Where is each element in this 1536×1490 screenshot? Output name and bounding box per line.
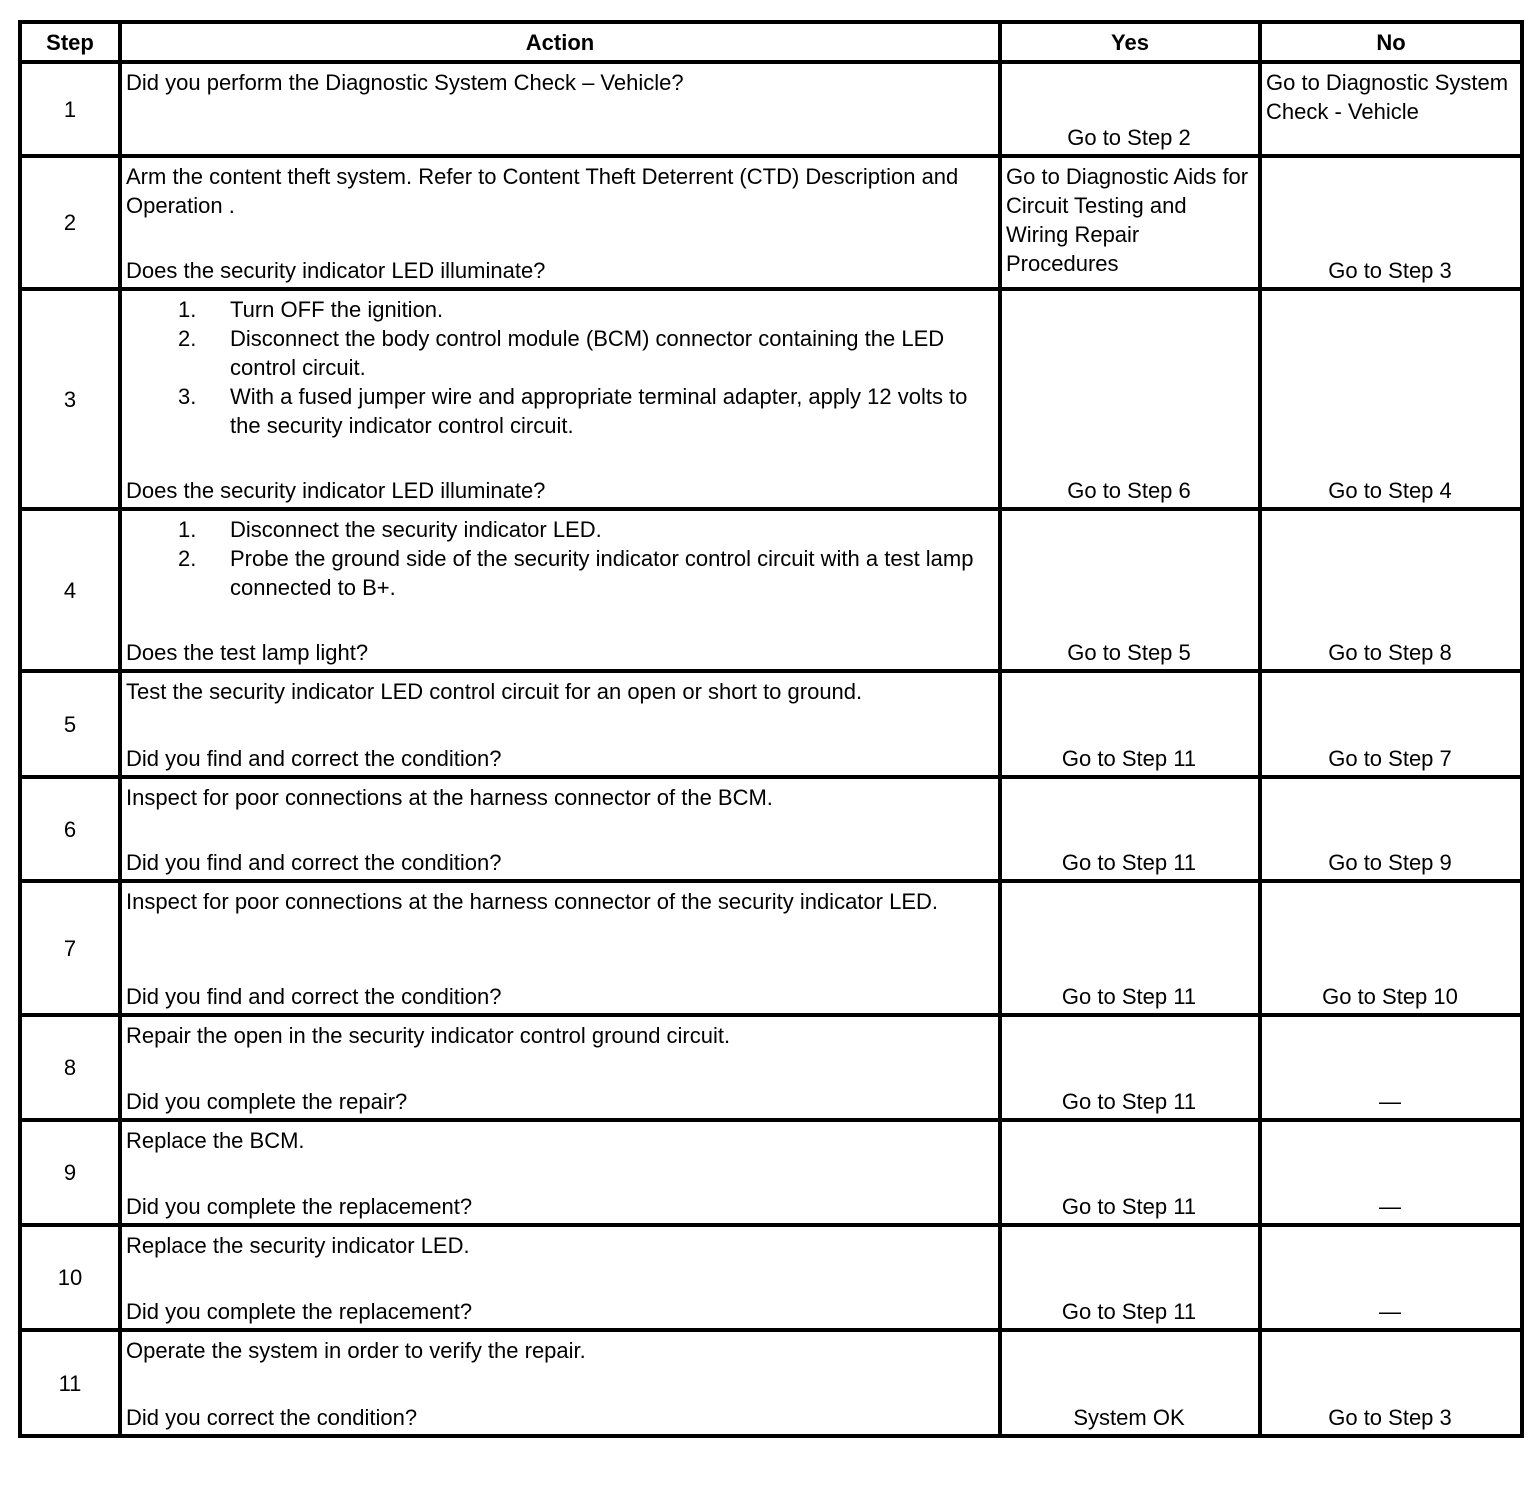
action-instructions bbox=[126, 295, 992, 440]
list-item bbox=[126, 544, 992, 602]
action-content bbox=[122, 1017, 998, 1118]
action-content bbox=[122, 1227, 998, 1328]
yes-result: Go to Diagnostic Aids for Circuit Testing and Wiring Repair Procedures bbox=[1006, 164, 1249, 276]
no-content bbox=[1262, 291, 1520, 507]
yes-cell bbox=[1000, 156, 1260, 289]
action-instructions bbox=[126, 783, 992, 812]
table-row bbox=[20, 777, 1522, 881]
no-content bbox=[1262, 1332, 1520, 1434]
step-number: 3 bbox=[20, 289, 120, 509]
action-content bbox=[122, 1332, 998, 1434]
no-cell bbox=[1260, 289, 1522, 509]
list-number: 2. bbox=[178, 546, 197, 571]
action-cell bbox=[120, 509, 1000, 671]
header-step: Step bbox=[20, 22, 120, 62]
yes-cell bbox=[1000, 1330, 1260, 1436]
no-content bbox=[1262, 511, 1520, 669]
table-row bbox=[20, 671, 1522, 777]
action-instructions bbox=[126, 68, 992, 97]
yes-cell bbox=[1000, 881, 1260, 1015]
yes-cell bbox=[1000, 1225, 1260, 1330]
action-content bbox=[122, 673, 998, 775]
no-cell bbox=[1260, 1225, 1522, 1330]
action-cell bbox=[120, 1015, 1000, 1120]
yes-result: Go to Step 11 bbox=[1061, 1089, 1197, 1114]
yes-cell bbox=[1000, 671, 1260, 777]
yes-result: Go to Step 2 bbox=[1067, 125, 1191, 150]
action-cell bbox=[120, 1225, 1000, 1330]
no-content bbox=[1262, 673, 1520, 775]
action-content bbox=[122, 511, 998, 669]
list-text: With a fused jumper wire and appropriate terminal adapter, apply 12 volts to the security indicator control circuit. bbox=[230, 384, 968, 438]
yes-content bbox=[1002, 1227, 1258, 1328]
action-question: Does the security indicator LED illuminate? bbox=[126, 258, 546, 283]
step-number: 10 bbox=[20, 1225, 120, 1330]
action-question: Did you complete the replacement? bbox=[126, 1194, 473, 1219]
no-result: Go to Step 7 bbox=[1328, 746, 1452, 771]
action-cell bbox=[120, 156, 1000, 289]
step-number: 5 bbox=[20, 671, 120, 777]
action-question: Did you correct the condition? bbox=[126, 1405, 418, 1430]
no-result: Go to Step 3 bbox=[1328, 1405, 1452, 1430]
yes-cell bbox=[1000, 1120, 1260, 1225]
no-result: — bbox=[1379, 1299, 1401, 1324]
list-text: Disconnect the body control module (BCM) connector containing the LED control circuit. bbox=[230, 326, 945, 380]
list-item bbox=[126, 295, 992, 324]
no-result: Go to Step 8 bbox=[1328, 640, 1452, 665]
action-content bbox=[122, 883, 998, 1013]
action-content bbox=[122, 64, 998, 154]
no-result: Go to Step 10 bbox=[1322, 984, 1458, 1009]
header-action: Action bbox=[120, 22, 1000, 62]
no-cell bbox=[1260, 156, 1522, 289]
action-content bbox=[122, 291, 998, 507]
yes-result: Go to Step 11 bbox=[1061, 1194, 1197, 1219]
action-question: Did you find and correct the condition? bbox=[126, 746, 502, 771]
no-cell bbox=[1260, 1015, 1522, 1120]
no-content bbox=[1262, 1122, 1520, 1223]
no-result: Go to Step 4 bbox=[1328, 478, 1452, 503]
action-question: Did you complete the replacement? bbox=[126, 1299, 473, 1324]
yes-content bbox=[1002, 1122, 1258, 1223]
table-row bbox=[20, 1225, 1522, 1330]
list-item bbox=[126, 324, 992, 382]
action-list bbox=[126, 295, 992, 440]
list-number: 1. bbox=[178, 297, 197, 322]
action-instructions bbox=[126, 887, 992, 916]
yes-result: Go to Step 11 bbox=[1061, 850, 1197, 875]
action-text: Replace the security indicator LED. bbox=[126, 1233, 470, 1258]
yes-content bbox=[1002, 64, 1258, 154]
action-text: Replace the BCM. bbox=[126, 1128, 305, 1153]
table-row bbox=[20, 156, 1522, 289]
list-item bbox=[126, 515, 992, 544]
table-row bbox=[20, 289, 1522, 509]
header-no: No bbox=[1260, 22, 1522, 62]
step-number: 1 bbox=[20, 62, 120, 156]
list-text: Probe the ground side of the security indicator control circuit with a test lamp connected to B+. bbox=[230, 546, 974, 600]
table-row bbox=[20, 1330, 1522, 1436]
yes-result: Go to Step 11 bbox=[1061, 984, 1197, 1009]
yes-content bbox=[1002, 158, 1258, 287]
action-text: Repair the open in the security indicator control ground circuit. bbox=[126, 1023, 731, 1048]
no-result: Go to Diagnostic System Check - Vehicle bbox=[1266, 70, 1509, 124]
action-cell bbox=[120, 1330, 1000, 1436]
yes-result: Go to Step 11 bbox=[1061, 1299, 1197, 1324]
no-content bbox=[1262, 1017, 1520, 1118]
action-question: Did you find and correct the condition? bbox=[126, 850, 502, 875]
no-result: — bbox=[1379, 1194, 1401, 1219]
step-number: 9 bbox=[20, 1120, 120, 1225]
yes-content bbox=[1002, 883, 1258, 1013]
diagnostic-table bbox=[18, 20, 1524, 1438]
list-number: 1. bbox=[178, 517, 197, 542]
yes-content bbox=[1002, 1017, 1258, 1118]
step-number: 2 bbox=[20, 156, 120, 289]
yes-result: Go to Step 5 bbox=[1067, 640, 1191, 665]
action-cell bbox=[120, 1120, 1000, 1225]
yes-result: System OK bbox=[1073, 1405, 1185, 1430]
list-number: 3. bbox=[178, 384, 197, 409]
no-cell bbox=[1260, 671, 1522, 777]
action-text: Operate the system in order to verify the repair. bbox=[126, 1338, 586, 1363]
action-content bbox=[122, 158, 998, 287]
no-content bbox=[1262, 64, 1520, 154]
table-row bbox=[20, 1015, 1522, 1120]
list-number: 2. bbox=[178, 326, 197, 351]
no-cell bbox=[1260, 1120, 1522, 1225]
header-row bbox=[20, 22, 1522, 62]
yes-content bbox=[1002, 673, 1258, 775]
no-content bbox=[1262, 779, 1520, 879]
step-number: 11 bbox=[20, 1330, 120, 1436]
action-cell bbox=[120, 671, 1000, 777]
action-cell bbox=[120, 62, 1000, 156]
action-question: Did you find and correct the condition? bbox=[126, 984, 502, 1009]
action-instructions bbox=[126, 677, 992, 706]
action-instructions bbox=[126, 1336, 992, 1365]
action-text: Inspect for poor connections at the harness connector of the BCM. bbox=[126, 785, 773, 810]
yes-content bbox=[1002, 511, 1258, 669]
action-cell bbox=[120, 881, 1000, 1015]
action-text: Test the security indicator LED control circuit for an open or short to ground. bbox=[126, 679, 863, 704]
action-question: Does the test lamp light? bbox=[126, 640, 369, 665]
list-item bbox=[126, 382, 992, 440]
action-question: Does the security indicator LED illuminate? bbox=[126, 478, 546, 503]
list-text: Turn OFF the ignition. bbox=[230, 297, 444, 322]
yes-content bbox=[1002, 779, 1258, 879]
action-question: Did you complete the repair? bbox=[126, 1089, 408, 1114]
no-content bbox=[1262, 158, 1520, 287]
action-instructions bbox=[126, 162, 992, 220]
list-text: Disconnect the security indicator LED. bbox=[230, 517, 602, 542]
no-cell bbox=[1260, 881, 1522, 1015]
action-instructions bbox=[126, 1021, 992, 1050]
step-number: 8 bbox=[20, 1015, 120, 1120]
no-cell bbox=[1260, 1330, 1522, 1436]
step-number: 4 bbox=[20, 509, 120, 671]
yes-cell bbox=[1000, 289, 1260, 509]
yes-cell bbox=[1000, 62, 1260, 156]
action-cell bbox=[120, 777, 1000, 881]
yes-cell bbox=[1000, 777, 1260, 881]
action-list bbox=[126, 515, 992, 602]
action-instructions bbox=[126, 1126, 992, 1155]
table-row bbox=[20, 1120, 1522, 1225]
yes-cell bbox=[1000, 1015, 1260, 1120]
yes-content bbox=[1002, 1332, 1258, 1434]
table-row bbox=[20, 509, 1522, 671]
action-instructions bbox=[126, 1231, 992, 1260]
action-cell bbox=[120, 289, 1000, 509]
no-result: Go to Step 9 bbox=[1328, 850, 1452, 875]
yes-result: Go to Step 6 bbox=[1067, 478, 1191, 503]
no-result: — bbox=[1379, 1089, 1401, 1114]
step-number: 7 bbox=[20, 881, 120, 1015]
table-row bbox=[20, 881, 1522, 1015]
no-content bbox=[1262, 883, 1520, 1013]
step-number: 6 bbox=[20, 777, 120, 881]
no-cell bbox=[1260, 777, 1522, 881]
no-cell bbox=[1260, 509, 1522, 671]
no-content bbox=[1262, 1227, 1520, 1328]
action-content bbox=[122, 1122, 998, 1223]
yes-content bbox=[1002, 291, 1258, 507]
action-text: Did you perform the Diagnostic System Check – Vehicle? bbox=[126, 70, 684, 95]
action-text: Arm the content theft system. Refer to Content Theft Deterrent (CTD) Description and Operation . bbox=[126, 164, 959, 218]
no-cell bbox=[1260, 62, 1522, 156]
action-content bbox=[122, 779, 998, 879]
yes-cell bbox=[1000, 509, 1260, 671]
no-result: Go to Step 3 bbox=[1328, 258, 1452, 283]
yes-result: Go to Step 11 bbox=[1061, 746, 1197, 771]
action-text: Inspect for poor connections at the harness connector of the security indicator LED. bbox=[126, 889, 939, 914]
action-instructions bbox=[126, 515, 992, 602]
table-row bbox=[20, 62, 1522, 156]
header-yes: Yes bbox=[1000, 22, 1260, 62]
